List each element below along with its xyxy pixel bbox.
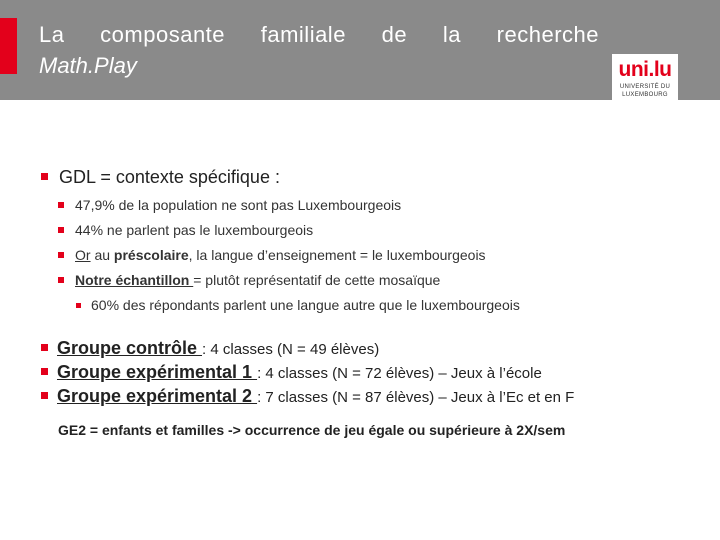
- group-separator: :: [257, 365, 266, 382]
- group-experimental-2: [41, 386, 574, 407]
- group-label: Groupe expérimental 2: [57, 386, 258, 406]
- group-detail: 4 classes (N = 72 élèves) – Jeux à l’école: [265, 365, 542, 382]
- group-experimental-1: [41, 362, 542, 383]
- logo-subtitle-line1: UNIVERSITÉ DU: [619, 84, 671, 90]
- group-control: [41, 338, 379, 359]
- bullet-square-icon: [58, 227, 64, 233]
- title-accent-bar: [0, 18, 17, 74]
- sample-label: Notre échantillon: [75, 272, 194, 288]
- group-detail: 7 classes (N = 87 élèves) – Jeux à l’Ec et en F: [265, 389, 575, 406]
- group-separator: :: [202, 341, 211, 358]
- group-separator: :: [257, 389, 266, 406]
- sub-bullet-text: [75, 247, 486, 263]
- sub-bullet-text: 47,9% de la population ne sont pas Luxembourgeois: [75, 197, 402, 213]
- bullet-square-icon: [41, 344, 48, 351]
- bullet-square-icon: [41, 368, 48, 375]
- group-label: Groupe expérimental 1: [57, 362, 258, 382]
- university-logo: [612, 54, 678, 101]
- au-word: au: [90, 247, 114, 263]
- bullet-square-icon: [41, 173, 48, 180]
- sub-bullet-language: [58, 222, 313, 238]
- logo-subtitle-line2: LUXEMBOURG: [622, 92, 668, 98]
- slide-header: [0, 0, 720, 100]
- sub-bullet-preschool: [58, 247, 486, 263]
- sample-rest: = plutôt représentatif de cette mosaïque: [193, 272, 441, 288]
- group-detail: 4 classes (N = 49 élèves): [210, 341, 380, 358]
- sub-bullet-population: [58, 197, 401, 213]
- bullet-context: [41, 167, 280, 188]
- sub-bullet-text: [75, 272, 440, 288]
- sub-sub-bullet-text: 60% des répondants parlent une langue autre que le luxembourgeois: [91, 297, 520, 313]
- bullet-square-icon: [58, 277, 64, 283]
- or-word: Or: [75, 247, 91, 263]
- sub-bullet-sample: [58, 272, 440, 288]
- bullet-context-text: GDL = contexte spécifique :: [59, 167, 280, 187]
- bullet-square-icon: [58, 202, 64, 208]
- slide-title-line1: La composante familiale de la recherche: [39, 22, 599, 47]
- sub-sub-bullet-respondents: [76, 297, 520, 313]
- preschool-word: préscolaire: [113, 247, 189, 263]
- logo-wordmark: uni.lu: [618, 58, 672, 81]
- group-label: Groupe contrôle: [57, 338, 203, 358]
- preschool-rest: , la langue d’enseignement = le luxembourgeois: [188, 247, 486, 263]
- bullet-square-icon: [58, 252, 64, 258]
- slide-title-line2: Math.Play: [39, 53, 137, 78]
- bullet-square-icon: [76, 303, 81, 308]
- footnote-ge2: GE2 = enfants et familles -> occurrence de jeu égale ou supérieure à 2X/sem: [58, 422, 566, 438]
- sub-bullet-text: 44% ne parlent pas le luxembourgeois: [75, 222, 314, 238]
- bullet-square-icon: [41, 392, 48, 399]
